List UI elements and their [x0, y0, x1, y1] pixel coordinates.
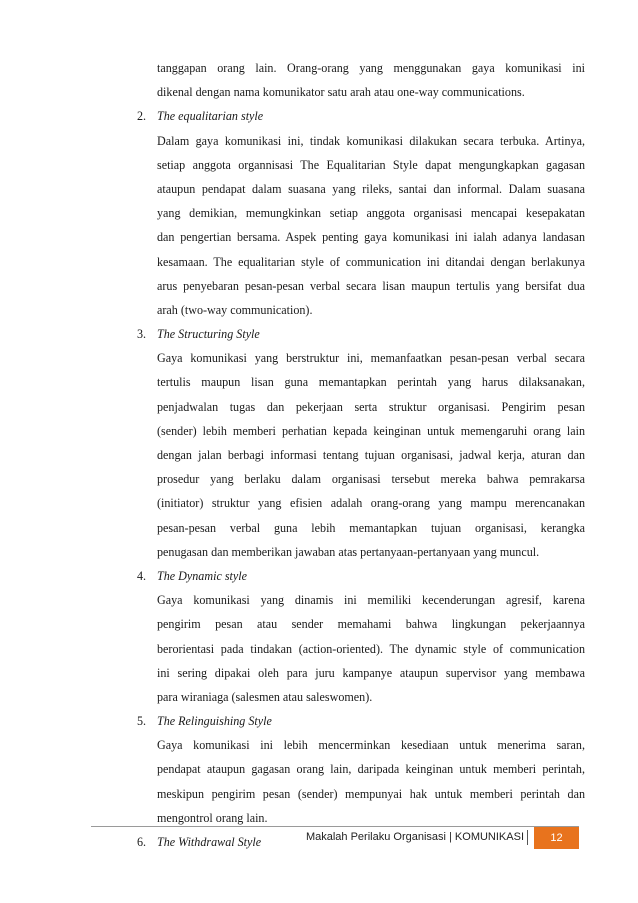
- list-item-title: The Dynamic style: [157, 568, 248, 583]
- list-item-body: [137, 733, 585, 830]
- text-line: tertulis maupun lisan guna memantapkan perintah yang harus dilaksanakan,: [157, 375, 585, 390]
- text-line: Dalam gaya komunikasi ini, tindak komunikasi dilakukan secara terbuka. Artinya,: [157, 133, 585, 148]
- text-line: arah (two-way communication).: [157, 302, 313, 317]
- text-line: ataupun pendapat dalam suasana yang rileks, santai dan informal. Dalam suasana: [157, 181, 585, 196]
- text-line: yang demikian, memungkinkan setiap anggota organisasi mencapai kesepakatan: [157, 206, 585, 221]
- footer-title: Makalah Perilaku Organisasi | KOMUNIKASI: [305, 831, 524, 843]
- text-line: dikenal dengan nama komunikator satu arah atau one-way communications.: [157, 85, 525, 100]
- text-line: dan pengertian bersama. Aspek penting gaya komunikasi ini ialah adanya landasan: [157, 230, 585, 245]
- list-number: 2.: [137, 109, 147, 124]
- text-line: para wiraniaga (salesmen atau saleswomen).: [157, 689, 373, 704]
- text-line: penugasan dan memberikan jawaban atas pertanyaan-pertanyaan yang muncul.: [157, 544, 540, 559]
- intro-paragraph: [137, 56, 585, 104]
- body-text: [137, 56, 585, 854]
- list-item-body: [137, 346, 585, 564]
- list-item-relinguishing: [137, 709, 585, 830]
- list-item-equalitarian: [137, 104, 585, 322]
- list-item-heading: [137, 564, 585, 588]
- page-footer: [91, 826, 579, 850]
- list-item-title: The Withdrawal Style: [157, 835, 262, 849]
- text-line: prosedur yang berlaku dalam organisasi tersebut mereka bahwa pemrakarsa: [157, 472, 585, 487]
- page-number: 12: [534, 827, 579, 849]
- list-item-heading: [137, 104, 585, 128]
- text-line: Gaya komunikasi yang dinamis ini memiliki kecenderungan agresif, karena: [157, 593, 585, 608]
- text-line: pesan-pesan verbal guna lebih memantapkan tujuan organisasi, kerangka: [157, 520, 585, 535]
- text-line: penjadwalan tugas dan pekerjaan serta struktur organisasi. Pengirim pesan: [157, 399, 585, 414]
- list-number: 5.: [137, 714, 147, 729]
- list-item-body: [137, 588, 585, 709]
- list-item-heading: [137, 322, 585, 346]
- list-item-title: The Relinguishing Style: [157, 714, 272, 729]
- text-line: mengontrol orang lain.: [157, 810, 268, 825]
- text-line: dengan jalan berbagi informasi tentang tujuan organisasi, jadwal kerja, aturan dan: [157, 448, 585, 462]
- text-line: arus penyebaran pesan-pesan verbal secara lisan maupun tertulis yang bersifat dua: [157, 278, 585, 293]
- text-line: Gaya komunikasi ini lebih mencerminkan kesediaan untuk menerima saran,: [157, 738, 585, 753]
- list-number: 4.: [137, 568, 147, 583]
- list-item-title: The equalitarian style: [157, 109, 264, 124]
- text-line: (initiator) struktur yang efisien adalah orang-orang yang mampu merencanakan: [157, 496, 585, 511]
- text-line: tanggapan orang lain. Orang-orang yang menggunakan gaya komunikasi ini: [157, 61, 585, 75]
- text-line: meskipun pengirim pesan (sender) mempunyai hak untuk memberi perintah dan: [157, 786, 585, 801]
- text-line: (sender) lebih memberi perhatian kepada keinginan untuk memengaruhi orang lain: [157, 423, 585, 438]
- text-line: pengirim pesan atau sender memahami bahwa lingkungan pekerjaannya: [157, 617, 585, 632]
- list-item-structuring: [137, 322, 585, 564]
- text-line: berorientasi pada tindakan (action-oriented). The dynamic style of communication: [157, 641, 585, 656]
- text-line: pendapat ataupun gagasan orang lain, daripada keinginan untuk memberi perintah,: [157, 762, 585, 777]
- text-line: kesamaan. The equalitarian style of communication ini ditandai dengan berlakunya: [157, 254, 585, 269]
- list-item-body: [137, 129, 585, 323]
- text-line: setiap anggota organnisasi The Equalitarian Style dapat mengungkapkan gagasan: [157, 157, 585, 172]
- list-number: 6.: [137, 835, 147, 849]
- text-line: ini sering dipakai oleh para juru kampanye ataupun supervisor yang membawa: [157, 665, 585, 680]
- list-item-title: The Structuring Style: [157, 327, 260, 342]
- list-item-dynamic: [137, 564, 585, 709]
- footer-separator: [527, 830, 528, 845]
- list-item-heading: [137, 709, 585, 733]
- list-number: 3.: [137, 327, 147, 342]
- text-line: Gaya komunikasi yang berstruktur ini, memanfaatkan pesan-pesan verbal secara: [157, 351, 585, 366]
